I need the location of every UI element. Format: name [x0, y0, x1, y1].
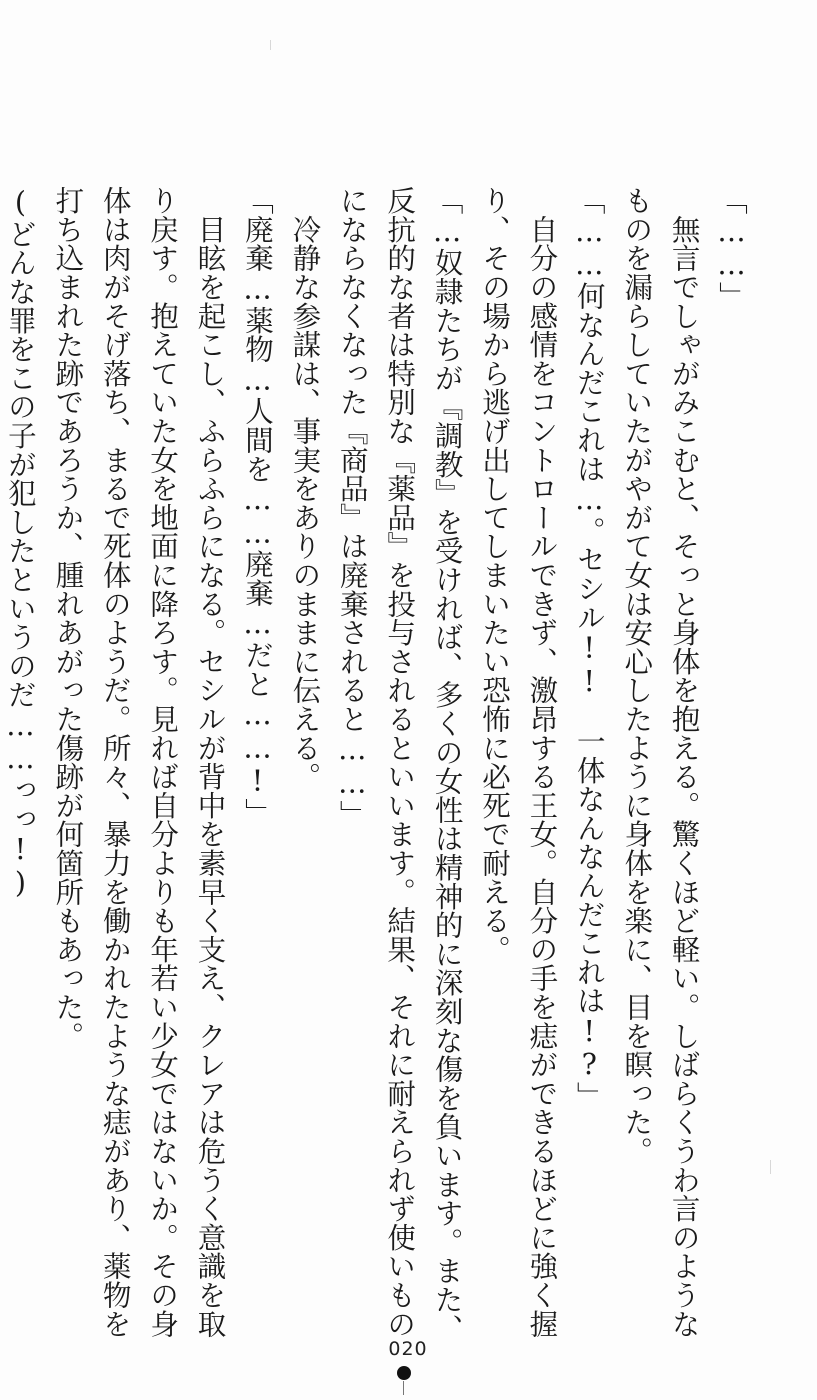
- text-line: り、その場から逃げ出してしまいたい恐怖に必死で耐える。: [477, 186, 511, 964]
- text-line: 体は肉がそげ落ち、まるで死体のようだ。所々、暴力を働かれたような痣があり、薬物を: [98, 186, 132, 1338]
- text-line: 「廃棄…薬物…人間を……廃棄…だと……!」: [240, 186, 274, 827]
- text-line: り戻す。抱えていた女を地面に降ろす。見れば自分よりも年若い少女ではないか。その身: [146, 186, 180, 1338]
- text-line: 「……」: [715, 186, 748, 311]
- text-line: ものを漏らしていたがやがて女は安心したように身体を楽に、目を瞑った。: [620, 186, 654, 1166]
- text-line: 冷静な参謀は、事実をありのままに伝える。: [288, 186, 322, 791]
- top-crop-mark: [270, 40, 271, 50]
- folio-tick: [403, 1381, 404, 1395]
- vertical-text-body: [3, 186, 755, 1343]
- text-line: にならなくなった『商品』は廃棄されると……」: [335, 186, 369, 829]
- text-line: (どんな罪をこの子が犯したというのだ……っっ!): [3, 186, 37, 900]
- text-line: 「……何なんだこれは…。セシル!! 一体なんなんだこれは!?」: [572, 186, 606, 1111]
- text-line: 無言でしゃがみこむと、そっと身体を抱える。驚くほど軽い。しばらくうわ言のような: [667, 186, 701, 1338]
- folio-dot-icon: [397, 1366, 411, 1380]
- text-line: 目眩を起こし、ふらふらになる。セシルが背中を素早く支え、クレアは危うく意識を取: [193, 186, 227, 1338]
- text-line: 打ち込まれた跡であろうか、腫れあがった傷跡が何箇所もあった。: [51, 186, 85, 1050]
- text-line: 「…奴隷たちが『調教』を受ければ、多くの女性は精神的に深刻な傷を負います。また、: [430, 186, 464, 1343]
- text-line: 自分の感情をコントロールできず、激昂する王女。自分の手を痣ができるほどに強く握: [525, 186, 559, 1338]
- page-number: 020: [388, 1338, 428, 1360]
- text-line: 反抗的な者は特別な『薬品』を投与されるといいます。結果、それに耐えられず使いもの: [383, 186, 417, 1338]
- right-crop-mark: [770, 1160, 771, 1174]
